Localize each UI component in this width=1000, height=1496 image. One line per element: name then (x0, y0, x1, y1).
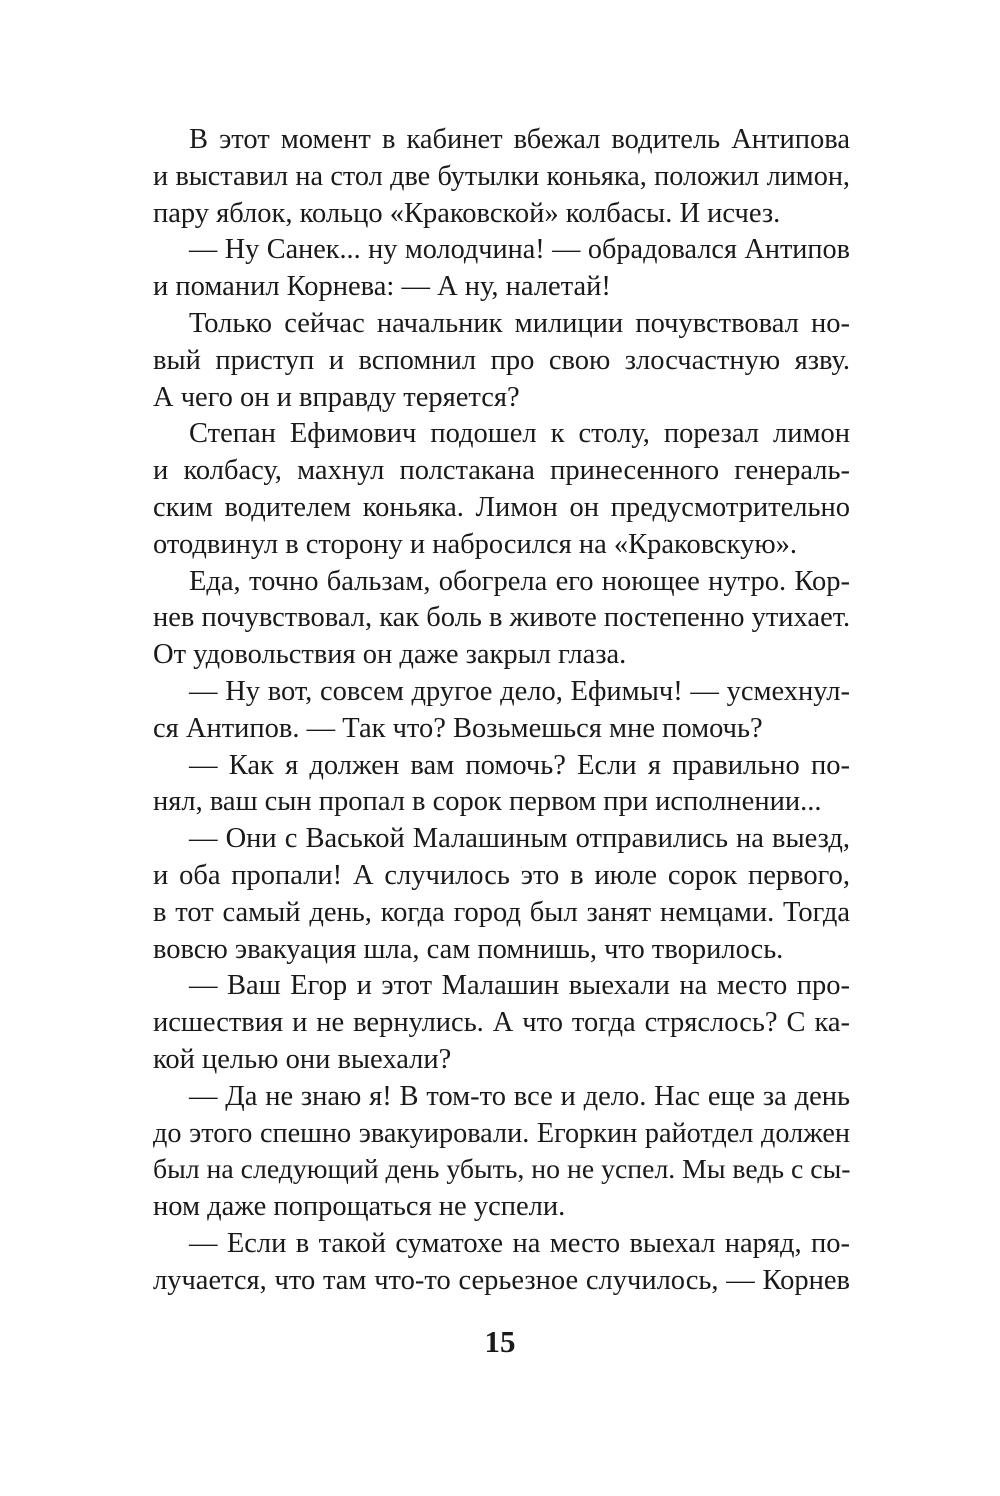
text-line: — Да не знаю я! В том-то все и дело. Нас еще за день (189, 1080, 850, 1112)
text-line: ся Антипов. — Так что? Возьмешься мне помочь? (153, 712, 763, 744)
text-line: — Ну Санек... ну молодчина! — обрадовался Антипов (189, 234, 850, 266)
text-line: Степан Ефимович подошел к столу, порезал лимон (189, 418, 850, 450)
text-line: был на следующий день убыть, но не успел. Мы ведь с сы- (153, 1154, 851, 1186)
text-line: и поманил Корнева: — А ну, налетай! (153, 271, 611, 303)
text-line: пару яблок, кольцо «Краковской» колбасы. И исчез. (153, 197, 781, 229)
text-line: — Они с Васькой Малашиным отправились на выезд, (189, 823, 850, 855)
page-number: 15 (484, 1324, 516, 1359)
text-line: В этот момент в кабинет вбежал водитель Антипова (189, 124, 850, 155)
text-line: нял, ваш сын пропал в сорок первом при исполнении... (153, 786, 822, 818)
text-line: и выставил на стол две бутылки коньяка, положил лимон, (153, 160, 850, 192)
text-line: — Как я должен вам помочь? Если я правильно по- (189, 749, 850, 781)
text-line: и оба пропали! А случилось это в июле сорок первого, (153, 859, 850, 891)
text-line: ном даже попрощаться не успели. (153, 1191, 566, 1223)
text-line: — Ваш Егор и этот Малашин выехали на место про- (189, 970, 850, 1002)
text-line: исшествия и не вернулись. А что тогда стряслось? С ка- (153, 1007, 850, 1039)
text-line: вовсю эвакуация шла, сам помнишь, что творилось. (153, 933, 784, 965)
text-line: до этого спешно эвакуировали. Егоркин райотдел должен (153, 1117, 850, 1149)
text-line: А чего он и вправду теряется? (153, 381, 520, 413)
text-line: нев почувствовал, как боль в животе постепенно утихает. (153, 602, 851, 634)
text-line: отодвинул в сторону и набросился на «Краковскую». (153, 528, 798, 560)
text-line: От удовольствия он даже закрыл глаза. (153, 639, 627, 671)
text-line: ским водителем коньяка. Лимон он предусмотрительно (153, 491, 850, 523)
text-line: Еда, точно бальзам, обогрела его ноющее нутро. Кор- (189, 565, 850, 597)
body-text (153, 122, 850, 1300)
text-line: Только сейчас начальник милиции почувствовал но- (189, 307, 850, 339)
text-line: вый приступ и вспомнил про свою злосчастную язву. (153, 344, 850, 376)
text-line: и колбасу, махнул полстакана принесенного генераль- (153, 455, 850, 487)
text-line: — Если в такой суматохе на место выехал наряд, по- (189, 1227, 850, 1259)
text-line: в тот самый день, когда город был занят немцами. Тогда (153, 896, 850, 928)
text-line: лучается, что там что-то серьезное случилось, — Корнев (153, 1264, 850, 1296)
text-line: кой целью они выехали? (153, 1043, 452, 1075)
text-line: — Ну вот, совсем другое дело, Ефимыч! — усмехнул- (189, 675, 850, 707)
